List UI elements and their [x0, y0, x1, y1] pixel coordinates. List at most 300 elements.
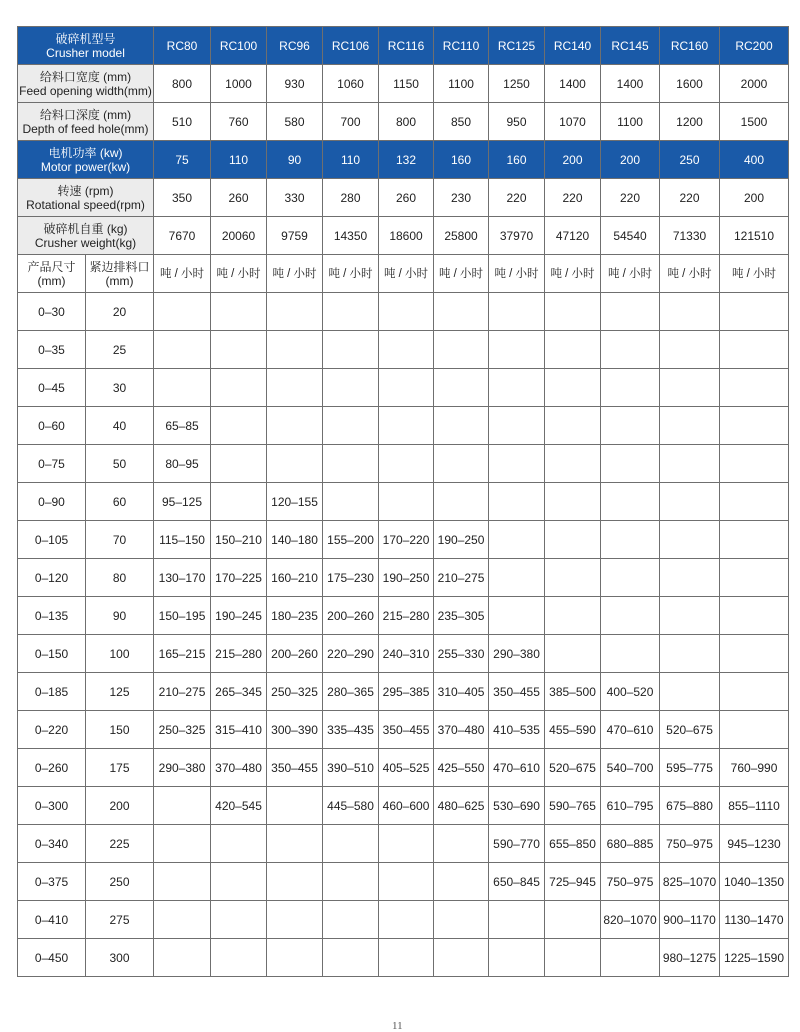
capacity-value [545, 407, 601, 445]
css-value: 25 [86, 331, 154, 369]
capacity-value: 215–280 [211, 635, 267, 673]
capacity-value: 1040–1350 [720, 863, 789, 901]
product-size: 0–60 [18, 407, 86, 445]
capacity-value: 1130–1470 [720, 901, 789, 939]
capacity-value [379, 483, 434, 521]
spec-label-cn: 电机功率 (kw) [48, 145, 123, 160]
capacity-value: 200–260 [323, 597, 379, 635]
css-value: 60 [86, 483, 154, 521]
capacity-value: 520–675 [545, 749, 601, 787]
capacity-value: 405–525 [379, 749, 434, 787]
capacity-row [18, 407, 789, 445]
capacity-value [323, 939, 379, 977]
capacity-value: 215–280 [379, 597, 434, 635]
capacity-value [489, 293, 545, 331]
capacity-value [211, 407, 267, 445]
capacity-value [267, 825, 323, 863]
capacity-value: 335–435 [323, 711, 379, 749]
capacity-unit: 吨 / 小时 [720, 255, 789, 293]
spec-value: 110 [323, 141, 379, 179]
capacity-value: 130–170 [154, 559, 211, 597]
model-name: RC100 [211, 27, 267, 65]
capacity-value [267, 939, 323, 977]
capacity-value [601, 407, 660, 445]
css-value: 125 [86, 673, 154, 711]
capacity-value [660, 369, 720, 407]
spec-label-en: Crusher weight(kg) [34, 235, 137, 250]
capacity-value [154, 293, 211, 331]
capacity-value: 655–850 [545, 825, 601, 863]
capacity-value [211, 369, 267, 407]
spec-value: 20060 [211, 217, 267, 255]
product-size: 0–120 [18, 559, 86, 597]
capacity-value [323, 331, 379, 369]
capacity-row [18, 521, 789, 559]
capacity-value [211, 901, 267, 939]
spec-value: 25800 [434, 217, 489, 255]
capacity-value [720, 369, 789, 407]
product-size: 0–410 [18, 901, 86, 939]
capacity-value [323, 445, 379, 483]
capacity-value: 945–1230 [720, 825, 789, 863]
capacity-value [434, 901, 489, 939]
capacity-value: 200–260 [267, 635, 323, 673]
spec-value: 850 [434, 103, 489, 141]
capacity-value: 420–545 [211, 787, 267, 825]
spec-value: 71330 [660, 217, 720, 255]
spec-value: 18600 [379, 217, 434, 255]
capacity-value [720, 597, 789, 635]
capacity-value: 820–1070 [601, 901, 660, 939]
css-value: 300 [86, 939, 154, 977]
spec-value: 200 [720, 179, 789, 217]
capacity-value [720, 711, 789, 749]
capacity-value: 445–580 [323, 787, 379, 825]
css-header [86, 255, 154, 293]
css-value: 40 [86, 407, 154, 445]
model-name: RC145 [601, 27, 660, 65]
capacity-unit: 吨 / 小时 [434, 255, 489, 293]
capacity-value [545, 521, 601, 559]
spec-value: 1200 [660, 103, 720, 141]
capacity-value [434, 293, 489, 331]
capacity-value [601, 331, 660, 369]
capacity-value: 160–210 [267, 559, 323, 597]
capacity-value [154, 863, 211, 901]
capacity-value: 210–275 [434, 559, 489, 597]
capacity-value [720, 293, 789, 331]
capacity-row [18, 597, 789, 635]
capacity-value [601, 483, 660, 521]
spec-label-en: Motor power(kw) [40, 159, 131, 174]
capacity-value: 315–410 [211, 711, 267, 749]
capacity-value: 255–330 [434, 635, 489, 673]
capacity-value [720, 673, 789, 711]
capacity-value [660, 293, 720, 331]
capacity-value [720, 483, 789, 521]
spec-row [18, 141, 789, 179]
capacity-value: 455–590 [545, 711, 601, 749]
capacity-value [601, 939, 660, 977]
spec-label-cn: 给料口深度 (mm) [39, 107, 132, 122]
spec-label-cell [18, 217, 154, 255]
capacity-value [154, 825, 211, 863]
capacity-unit: 吨 / 小时 [211, 255, 267, 293]
capacity-value [211, 863, 267, 901]
capacity-value [660, 559, 720, 597]
capacity-value [267, 293, 323, 331]
capacity-value [379, 293, 434, 331]
capacity-value: 120–155 [267, 483, 323, 521]
product-size: 0–105 [18, 521, 86, 559]
capacity-value [660, 445, 720, 483]
capacity-value [434, 939, 489, 977]
spec-label-cn: 破碎机自重 (kg) [43, 221, 128, 236]
model-name: RC160 [660, 27, 720, 65]
capacity-value: 540–700 [601, 749, 660, 787]
capacity-value: 390–510 [323, 749, 379, 787]
capacity-value [660, 597, 720, 635]
model-label-cell [18, 27, 154, 65]
capacity-value [323, 825, 379, 863]
capacity-row [18, 673, 789, 711]
spec-label-cell [18, 65, 154, 103]
capacity-value [601, 521, 660, 559]
capacity-unit: 吨 / 小时 [267, 255, 323, 293]
capacity-value [379, 407, 434, 445]
product-size: 0–260 [18, 749, 86, 787]
capacity-row [18, 331, 789, 369]
spec-value: 250 [660, 141, 720, 179]
capacity-value [601, 293, 660, 331]
capacity-value: 295–385 [379, 673, 434, 711]
spec-label-cn: 转速 (rpm) [57, 183, 114, 198]
capacity-value [323, 901, 379, 939]
capacity-value [379, 863, 434, 901]
capacity-value [323, 369, 379, 407]
capacity-value [720, 559, 789, 597]
css-value: 275 [86, 901, 154, 939]
spec-value: 700 [323, 103, 379, 141]
capacity-value [489, 521, 545, 559]
capacity-value: 265–345 [211, 673, 267, 711]
capacity-row [18, 369, 789, 407]
capacity-value: 290–380 [489, 635, 545, 673]
capacity-value [660, 635, 720, 673]
capacity-value [267, 863, 323, 901]
capacity-value: 190–250 [379, 559, 434, 597]
model-name: RC96 [267, 27, 323, 65]
capacity-value [489, 407, 545, 445]
capacity-value: 150–195 [154, 597, 211, 635]
spec-value: 220 [601, 179, 660, 217]
capacity-value [154, 787, 211, 825]
css-value: 150 [86, 711, 154, 749]
capacity-value [489, 483, 545, 521]
capacity-value [267, 331, 323, 369]
spec-value: 1400 [601, 65, 660, 103]
capacity-row [18, 445, 789, 483]
capacity-header-row [18, 255, 789, 293]
spec-value: 1100 [434, 65, 489, 103]
capacity-row [18, 483, 789, 521]
capacity-value [660, 483, 720, 521]
product-size: 0–340 [18, 825, 86, 863]
capacity-value [434, 445, 489, 483]
capacity-value: 1225–1590 [720, 939, 789, 977]
capacity-value [489, 939, 545, 977]
capacity-value: 190–250 [434, 521, 489, 559]
model-name: RC200 [720, 27, 789, 65]
capacity-value [545, 445, 601, 483]
capacity-value: 170–220 [379, 521, 434, 559]
capacity-value [720, 521, 789, 559]
model-name: RC110 [434, 27, 489, 65]
capacity-value [323, 863, 379, 901]
model-name: RC80 [154, 27, 211, 65]
spec-table-container [17, 26, 785, 977]
capacity-value [267, 445, 323, 483]
capacity-unit: 吨 / 小时 [660, 255, 720, 293]
capacity-row [18, 635, 789, 673]
spec-value: 7670 [154, 217, 211, 255]
capacity-value [720, 635, 789, 673]
capacity-unit: 吨 / 小时 [601, 255, 660, 293]
spec-value: 75 [154, 141, 211, 179]
product-size: 0–185 [18, 673, 86, 711]
spec-value: 160 [489, 141, 545, 179]
spec-label-en: Depth of feed hole(mm) [22, 121, 149, 136]
capacity-value [545, 293, 601, 331]
capacity-row [18, 863, 789, 901]
spec-value: 1070 [545, 103, 601, 141]
spec-value: 1060 [323, 65, 379, 103]
css-value: 200 [86, 787, 154, 825]
spec-label-en: Rotational speed(rpm) [26, 197, 145, 212]
capacity-value [323, 483, 379, 521]
spec-row [18, 179, 789, 217]
capacity-value: 180–235 [267, 597, 323, 635]
spec-value: 800 [379, 103, 434, 141]
capacity-value [267, 369, 323, 407]
capacity-value: 590–770 [489, 825, 545, 863]
capacity-value [379, 939, 434, 977]
capacity-value [379, 901, 434, 939]
capacity-value [489, 445, 545, 483]
capacity-value: 165–215 [154, 635, 211, 673]
css-value: 70 [86, 521, 154, 559]
css-value: 20 [86, 293, 154, 331]
capacity-value [660, 407, 720, 445]
capacity-value: 250–325 [267, 673, 323, 711]
capacity-value: 370–480 [211, 749, 267, 787]
capacity-value [211, 825, 267, 863]
capacity-value [545, 331, 601, 369]
capacity-row [18, 711, 789, 749]
capacity-value: 170–225 [211, 559, 267, 597]
product-size-header [18, 255, 86, 293]
capacity-value: 235–305 [434, 597, 489, 635]
spec-value: 200 [601, 141, 660, 179]
spec-value: 260 [379, 179, 434, 217]
spec-value: 54540 [601, 217, 660, 255]
page-number: 11 [392, 1020, 403, 1032]
capacity-value [379, 369, 434, 407]
spec-value: 121510 [720, 217, 789, 255]
spec-value: 220 [545, 179, 601, 217]
product-size: 0–90 [18, 483, 86, 521]
spec-row [18, 65, 789, 103]
css-unit: (mm) [105, 273, 134, 288]
product-size: 0–300 [18, 787, 86, 825]
capacity-value [660, 521, 720, 559]
capacity-value [545, 939, 601, 977]
capacity-value [434, 483, 489, 521]
spec-value: 280 [323, 179, 379, 217]
capacity-value [601, 635, 660, 673]
capacity-value: 310–405 [434, 673, 489, 711]
product-size: 0–220 [18, 711, 86, 749]
capacity-value: 410–535 [489, 711, 545, 749]
capacity-value [660, 673, 720, 711]
capacity-value [211, 293, 267, 331]
capacity-value [154, 331, 211, 369]
product-size-unit: (mm) [37, 273, 66, 288]
capacity-value: 150–210 [211, 521, 267, 559]
spec-value: 2000 [720, 65, 789, 103]
spec-value: 220 [660, 179, 720, 217]
spec-value: 37970 [489, 217, 545, 255]
css-value: 30 [86, 369, 154, 407]
spec-row [18, 103, 789, 141]
capacity-value: 350–455 [489, 673, 545, 711]
capacity-value: 900–1170 [660, 901, 720, 939]
capacity-value [489, 559, 545, 597]
capacity-row [18, 293, 789, 331]
capacity-value: 240–310 [379, 635, 434, 673]
spec-value: 760 [211, 103, 267, 141]
spec-value: 510 [154, 103, 211, 141]
capacity-value [434, 863, 489, 901]
capacity-value: 460–600 [379, 787, 434, 825]
product-size: 0–75 [18, 445, 86, 483]
capacity-value [434, 407, 489, 445]
capacity-value: 370–480 [434, 711, 489, 749]
css-value: 175 [86, 749, 154, 787]
capacity-value: 725–945 [545, 863, 601, 901]
spec-value: 580 [267, 103, 323, 141]
spec-value: 90 [267, 141, 323, 179]
capacity-value [545, 901, 601, 939]
css-value: 250 [86, 863, 154, 901]
model-label-en: Crusher model [46, 45, 125, 60]
spec-value: 330 [267, 179, 323, 217]
spec-value: 930 [267, 65, 323, 103]
capacity-value [489, 331, 545, 369]
spec-value: 1600 [660, 65, 720, 103]
capacity-value [434, 331, 489, 369]
spec-label-cell [18, 103, 154, 141]
css-value: 100 [86, 635, 154, 673]
capacity-value [379, 331, 434, 369]
spec-value: 350 [154, 179, 211, 217]
capacity-value [154, 369, 211, 407]
capacity-value [545, 635, 601, 673]
model-label-cn: 破碎机型号 [55, 31, 116, 46]
capacity-value: 175–230 [323, 559, 379, 597]
spec-value: 1250 [489, 65, 545, 103]
capacity-value [434, 825, 489, 863]
spec-value: 800 [154, 65, 211, 103]
product-size: 0–150 [18, 635, 86, 673]
spec-label-cell [18, 141, 154, 179]
capacity-value: 300–390 [267, 711, 323, 749]
capacity-unit: 吨 / 小时 [154, 255, 211, 293]
model-name: RC125 [489, 27, 545, 65]
capacity-row [18, 825, 789, 863]
capacity-value [323, 407, 379, 445]
capacity-value: 530–690 [489, 787, 545, 825]
capacity-value: 595–775 [660, 749, 720, 787]
capacity-value [379, 825, 434, 863]
capacity-value: 400–520 [601, 673, 660, 711]
capacity-value: 80–95 [154, 445, 211, 483]
capacity-value [211, 445, 267, 483]
capacity-value [601, 445, 660, 483]
product-size: 0–135 [18, 597, 86, 635]
css-label: 紧边排料口 [89, 259, 150, 274]
capacity-value [267, 901, 323, 939]
capacity-value: 680–885 [601, 825, 660, 863]
capacity-row [18, 559, 789, 597]
capacity-value: 350–455 [267, 749, 323, 787]
capacity-value: 610–795 [601, 787, 660, 825]
spec-label-cell [18, 179, 154, 217]
capacity-value: 470–610 [489, 749, 545, 787]
capacity-value [545, 559, 601, 597]
spec-value: 9759 [267, 217, 323, 255]
model-name: RC140 [545, 27, 601, 65]
capacity-value [489, 597, 545, 635]
capacity-value [154, 939, 211, 977]
capacity-value: 675–880 [660, 787, 720, 825]
capacity-row [18, 787, 789, 825]
product-size: 0–35 [18, 331, 86, 369]
spec-value: 1150 [379, 65, 434, 103]
capacity-value: 760–990 [720, 749, 789, 787]
capacity-value: 280–365 [323, 673, 379, 711]
capacity-value [154, 901, 211, 939]
spec-label-cn: 给料口宽度 (mm) [39, 69, 132, 84]
capacity-value: 210–275 [154, 673, 211, 711]
capacity-value [267, 787, 323, 825]
capacity-value: 425–550 [434, 749, 489, 787]
capacity-value [601, 597, 660, 635]
css-value: 50 [86, 445, 154, 483]
spec-value: 14350 [323, 217, 379, 255]
capacity-value: 190–245 [211, 597, 267, 635]
spec-value: 132 [379, 141, 434, 179]
capacity-value [489, 369, 545, 407]
capacity-row [18, 749, 789, 787]
spec-value: 950 [489, 103, 545, 141]
crusher-spec-table [17, 26, 789, 977]
css-value: 225 [86, 825, 154, 863]
spec-value: 47120 [545, 217, 601, 255]
capacity-value [545, 483, 601, 521]
capacity-value: 115–150 [154, 521, 211, 559]
capacity-value: 250–325 [154, 711, 211, 749]
